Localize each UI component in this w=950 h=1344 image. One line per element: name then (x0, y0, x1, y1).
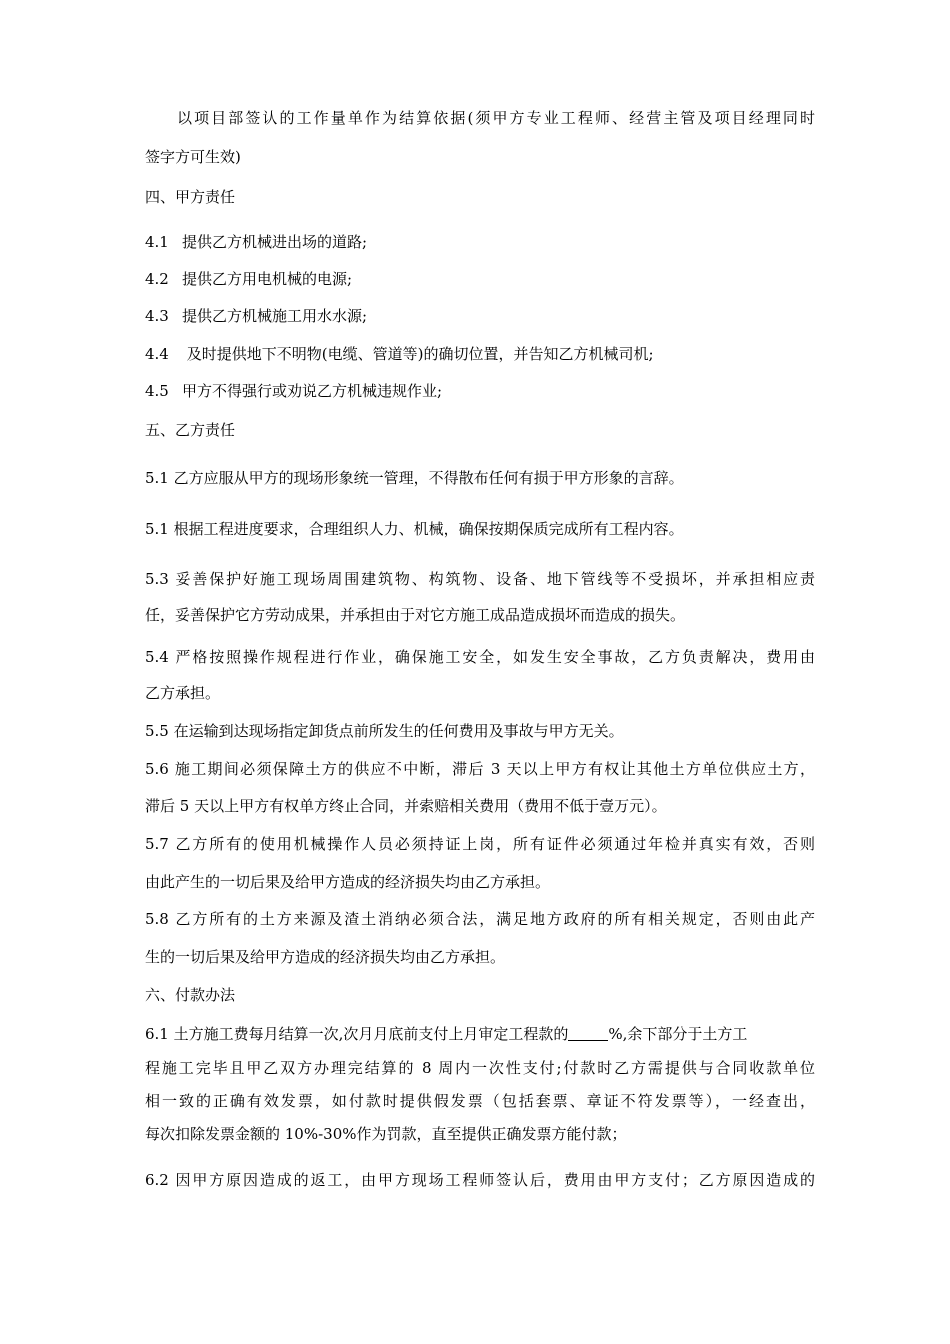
item-text: 甲方不得强行或劝说乙方机械违规作业; (182, 382, 443, 400)
item-text: 提供乙方用电机械的电源; (182, 270, 353, 288)
item-number: 4.3 (145, 307, 169, 325)
item-6-1-line-2: 程施工完毕且甲乙双方办理完结算的 8 周内一次性支付;付款时乙方需提供与合同收款单位 (145, 1059, 815, 1077)
item-6-1-text-a: 6.1 土方施工费每月结算一次,次月月底前支付上月审定工程款的 (145, 1025, 569, 1043)
item-6-2-line-1: 6.2 因甲方原因造成的返工，由甲方现场工程师签认后，费用由甲方支付；乙方原因造成的 (145, 1171, 815, 1189)
item-5-1b: 5.1 根据工程进度要求，合理组织人力、机械，确保按期保质完成所有工程内容。 (145, 520, 684, 538)
section-5-heading: 五、乙方责任 (145, 421, 236, 439)
section-4-heading: 四、甲方责任 (145, 188, 236, 206)
item-6-1-line-1 (145, 1024, 815, 1044)
percentage-blank (568, 1026, 608, 1041)
intro-line-1: 以项目部签认的工作量单作为结算依据(须甲方专业工程师、经营主管及项目经理同时 (177, 109, 815, 127)
item-4-4 (145, 344, 815, 364)
item-5-8-line-1: 5.8 乙方所有的土方来源及渣土消纳必须合法，满足地方政府的所有相关规定，否则由此产 (145, 910, 815, 928)
item-6-1-line-3: 相一致的正确有效发票，如付款时提供假发票（包括套票、章证不符发票等），一经查出， (145, 1092, 815, 1110)
item-5-8-line-2: 生的一切后果及给甲方造成的经济损失均由乙方承担。 (145, 948, 506, 966)
intro-line-2: 签字方可生效) (145, 148, 241, 166)
item-5-5: 5.5 在运输到达现场指定卸货点前所发生的任何费用及事故与甲方无关。 (145, 722, 624, 740)
item-4-1 (145, 232, 815, 252)
item-text: 提供乙方机械进出场的道路; (182, 233, 368, 251)
item-text: 及时提供地下不明物(电缆、管道等)的确切位置，并告知乙方机械司机; (182, 345, 654, 363)
item-5-4-line-2: 乙方承担。 (145, 684, 221, 702)
item-5-4-line-1: 5.4 严格按照操作规程进行作业，确保施工安全，如发生安全事故，乙方负责解决，费用由 (145, 648, 815, 666)
item-5-6-line-1: 5.6 施工期间必须保障土方的供应不中断，滞后 3 天以上甲方有权让其他土方单位供应土方， (145, 760, 815, 778)
item-text: 提供乙方机械施工用水水源; (182, 307, 368, 325)
item-5-3-line-1: 5.3 妥善保护好施工现场周围建筑物、构筑物、设备、地下管线等不受损坏，并承担相应责 (145, 570, 815, 588)
item-5-3-line-2: 任，妥善保护它方劳动成果，并承担由于对它方施工成品造成损坏而造成的损失。 (145, 606, 686, 624)
item-4-2 (145, 269, 815, 289)
item-5-7-line-1: 5.7 乙方所有的使用机械操作人员必须持证上岗，所有证件必须通过年检并真实有效，否则 (145, 835, 815, 853)
item-number: 4.2 (145, 270, 169, 288)
item-5-7-line-2: 由此产生的一切后果及给甲方造成的经济损失均由乙方承担。 (145, 873, 551, 891)
item-5-1a: 5.1 乙方应服从甲方的现场形象统一管理，不得散布任何有损于甲方形象的言辞。 (145, 469, 684, 487)
item-4-5 (145, 381, 815, 401)
item-number: 4.5 (145, 382, 169, 400)
item-5-6-line-2: 滞后 5 天以上甲方有权单方终止合同，并索赔相关费用（费用不低于壹万元）。 (145, 797, 667, 815)
item-6-1-line-4: 每次扣除发票金额的 10%-30%作为罚款，直至提供正确发票方能付款； (145, 1125, 627, 1143)
item-number: 4.1 (145, 233, 169, 251)
item-4-3 (145, 306, 815, 326)
item-6-1-text-b: %,余下部分于土方工 (608, 1025, 748, 1043)
item-number: 4.4 (145, 345, 169, 363)
section-6-heading: 六、付款办法 (145, 986, 236, 1004)
